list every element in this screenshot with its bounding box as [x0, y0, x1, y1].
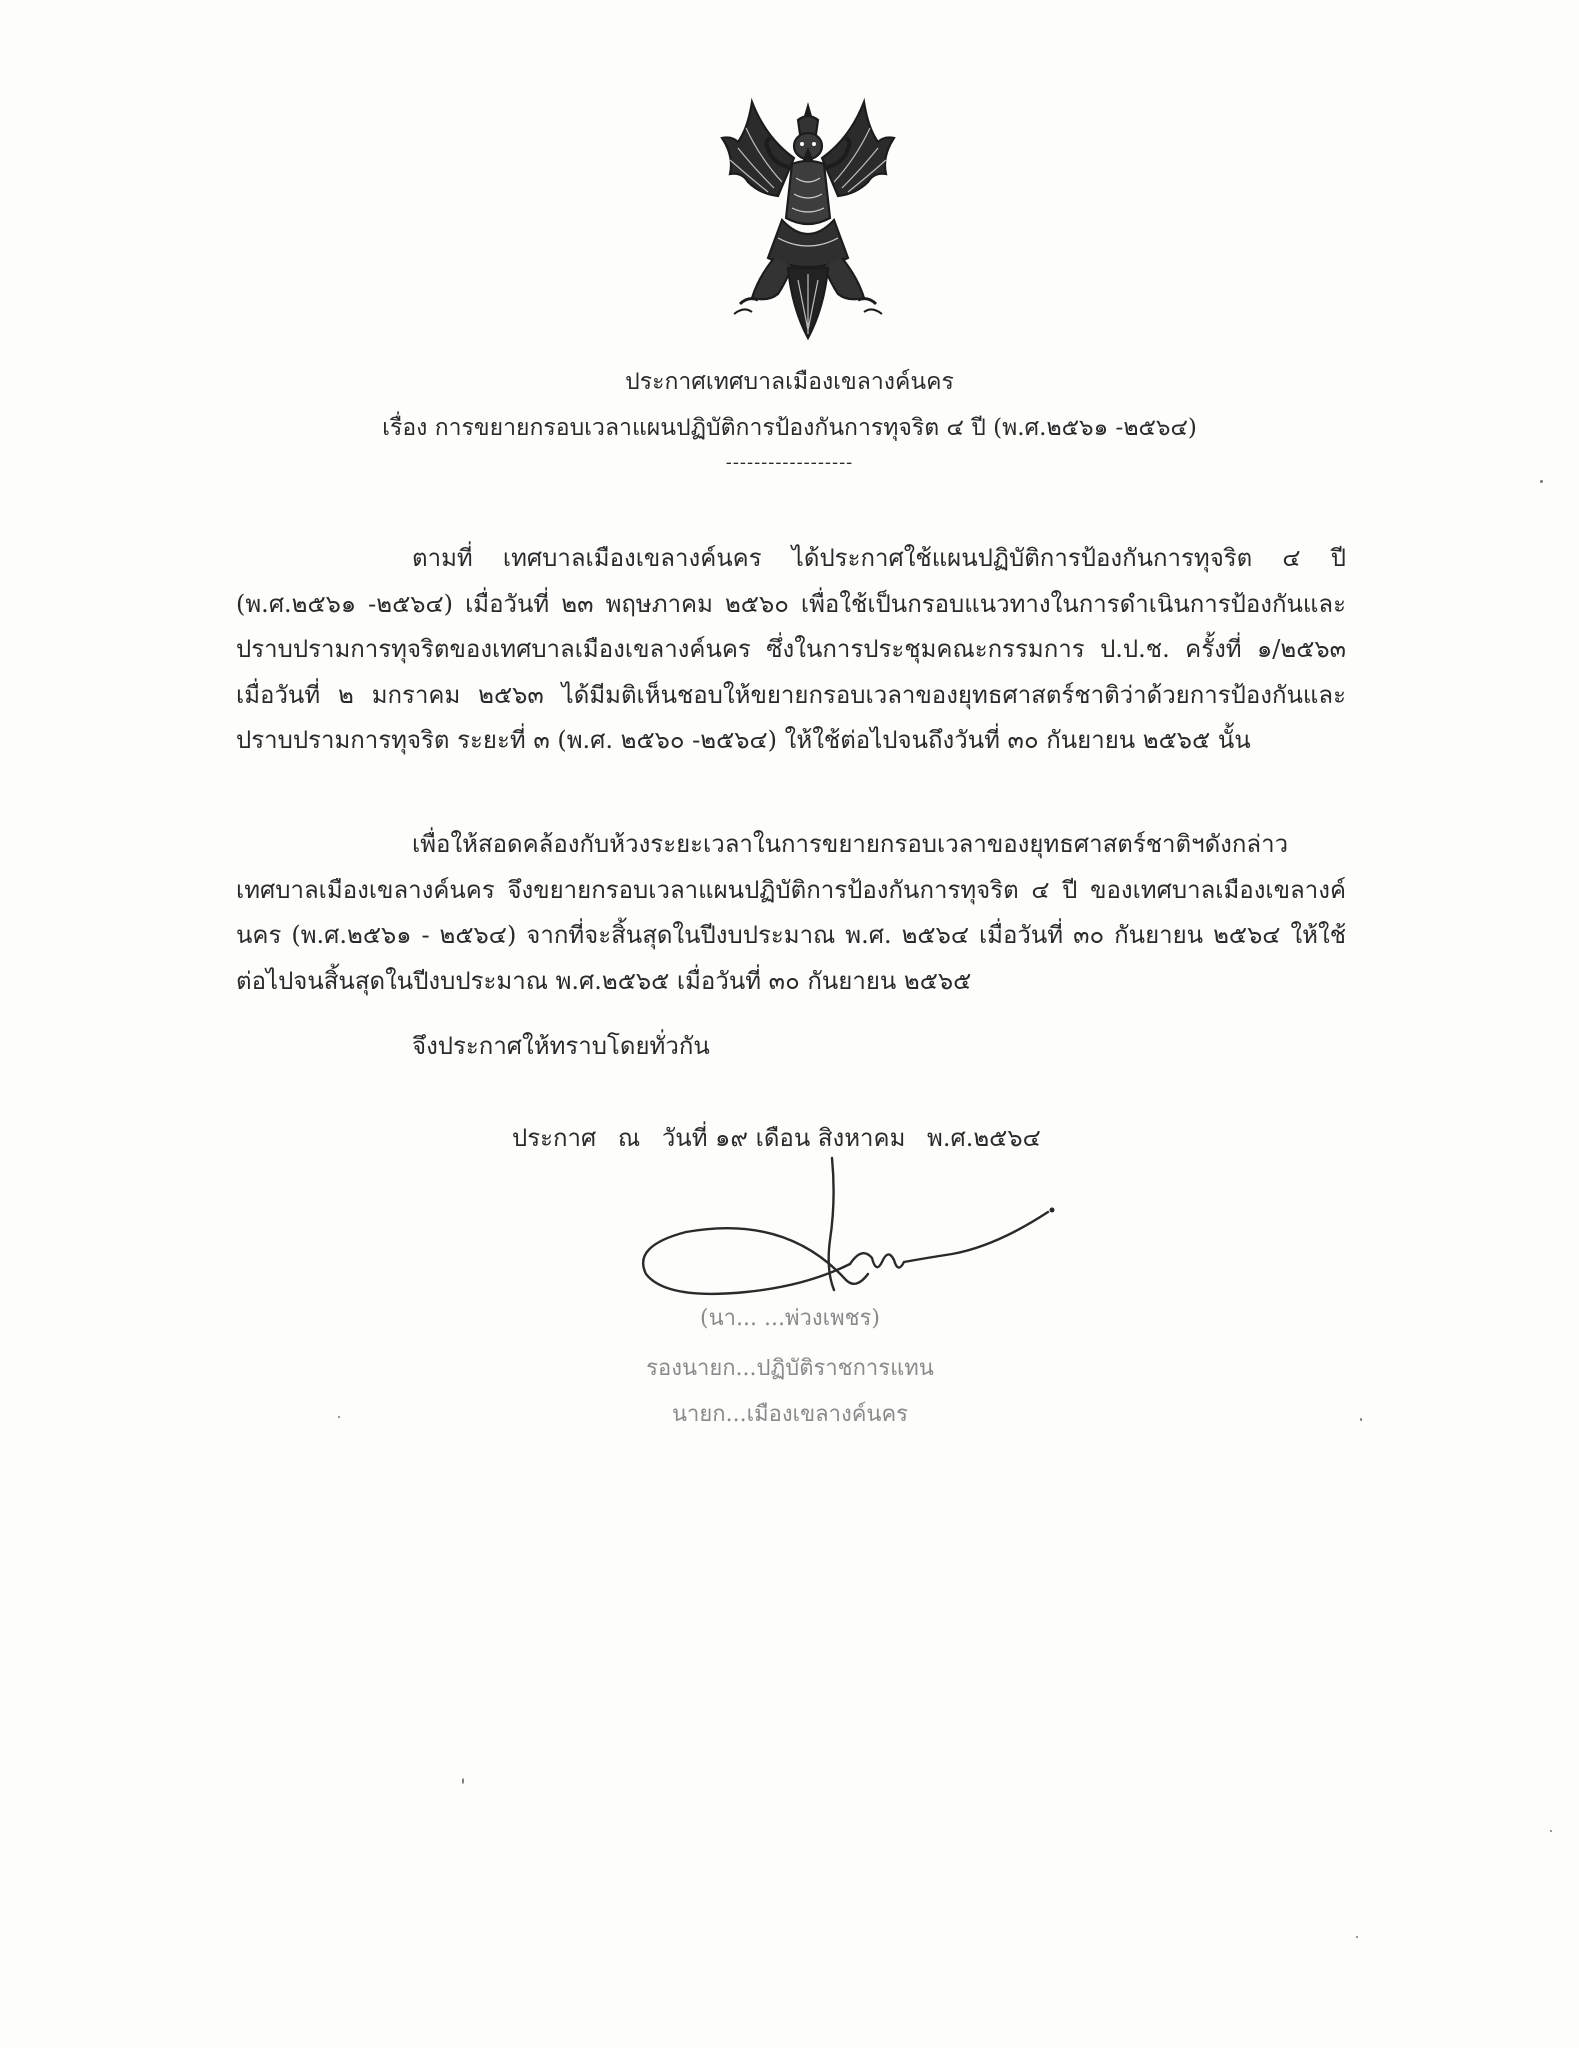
garuda-emblem-icon — [708, 98, 908, 348]
announcement-title: ประกาศเทศบาลเมืองเขลางค์นคร — [625, 369, 954, 395]
announcement-subject: เรื่อง การขยายกรอบเวลาแผนปฏิบัติการป้องกันการทุจริต ๔ ปี (พ.ศ.๒๕๖๑ -๒๕๖๔) — [382, 415, 1197, 441]
date-prefix: ประกาศ — [512, 1124, 597, 1152]
date-year: พ.ศ.๒๕๖๔ — [927, 1124, 1041, 1152]
signatory-position-2: นายก...เมืองเขลางค์นคร — [672, 1402, 908, 1427]
signatory-name: (นา... ...พ่วงเพชร) — [700, 1306, 880, 1331]
closing-line: จึงประกาศให้ทราบโดยทั่วกัน — [412, 1032, 710, 1060]
scan-speck — [1540, 480, 1543, 483]
scan-speck — [1360, 1418, 1362, 1421]
date-at: ณ — [617, 1124, 641, 1152]
body-paragraph-2: เพื่อให้สอดคล้องกับห้วงระยะเวลาในการขยายกรอบเวลาของยุทธศาสตร์ชาติฯดังกล่าว เทศบาลเมืองเขลางค์นคร จึงขยายกรอบเวลาแผนปฏิบัติการป้องกันการทุจริต ๔ ปี ของเทศบาลเมืองเขลางค์นคร (พ.ศ.๒๕๖๑ - ๒๕๖๔) จากที่จะสิ้นสุดในปีงบประมาณ พ.ศ. ๒๕๖๔ เมื่อวันที่ ๓๐ กันยายน ๒๕๖๔ ให้ใช้ต่อไปจนสิ้นสุดในปีงบประมาณ พ.ศ.๒๕๖๕ เมื่อวันที่ ๓๐ กันยายน ๒๕๖๕ — [236, 830, 1346, 995]
date-month-label: เดือน — [755, 1124, 811, 1152]
divider: ------------------ — [725, 452, 854, 473]
date-day: ๑๙ — [715, 1124, 748, 1152]
body-paragraph-1: ตามที่ เทศบาลเมืองเขลางค์นคร ได้ประกาศใช้แผนปฏิบัติการป้องกันการทุจริต ๔ ปี (พ.ศ.๒๕๖๑ -๒๕๖๔) เมื่อวันที่ ๒๓ พฤษภาคม ๒๕๖๐ เพื่อใช้เป็นกรอบแนวทางในการดำเนินการป้องกันและปราบปรามการทุจริตของเทศบาลเมืองเขลางค์นคร ซึ่งในการประชุมคณะกรรมการ ป.ป.ช. ครั้งที่ ๑/๒๕๖๓ เมื่อวันที่ ๒ มกราคม ๒๕๖๓ ได้มีมติเห็นชอบให้ขยายกรอบเวลาของยุทธศาสตร์ชาติว่าด้วยการป้องกันและปราบปรามการทุจริต ระยะที่ ๓ (พ.ศ. ๒๕๖๐ -๒๕๖๔) ให้ใช้ต่อไปจนถึงวันที่ ๓๐ กันยายน ๒๕๖๕ นั้น — [236, 544, 1346, 754]
date-day-label: วันที่ — [661, 1124, 708, 1152]
scan-speck — [1356, 1936, 1358, 1938]
date-month: สิงหาคม — [817, 1124, 906, 1152]
scan-speck — [462, 1778, 464, 1784]
signatory-position-1: รองนายก...ปฏิบัติราชการแทน — [646, 1356, 934, 1381]
scan-speck — [1550, 1830, 1552, 1832]
scan-speck — [338, 1416, 340, 1418]
